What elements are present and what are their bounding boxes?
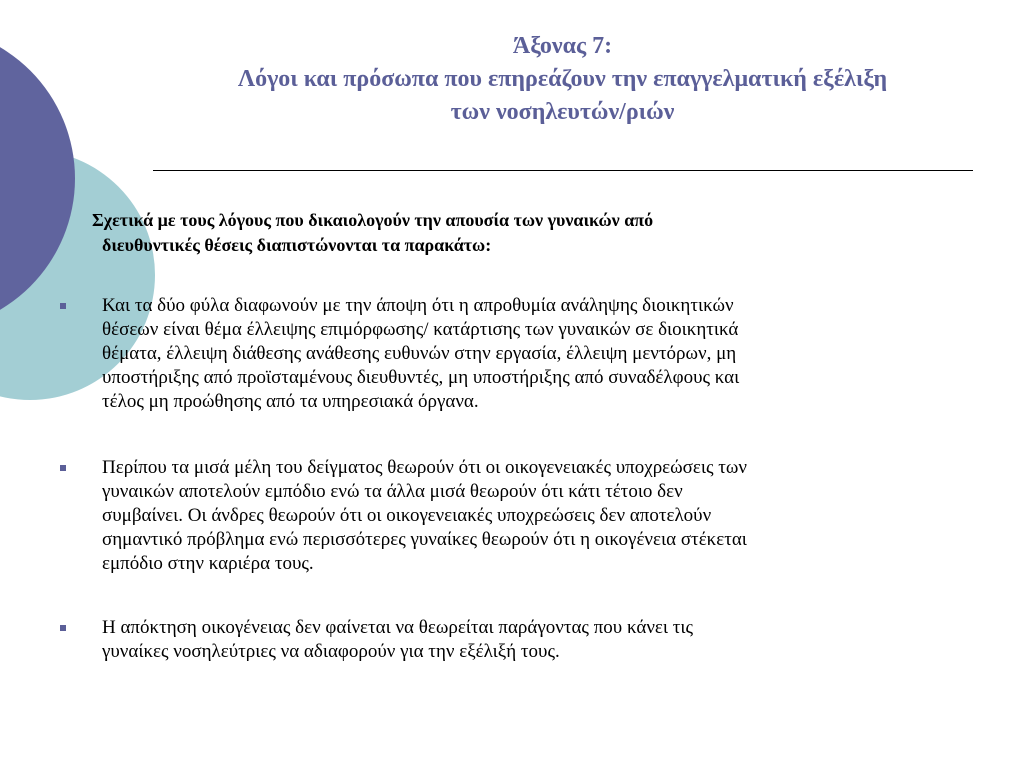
title-line-2: Λόγοι και πρόσωπα που επηρεάζουν την επαγγελματική εξέλιξη — [237, 66, 888, 92]
square-bullet-icon — [60, 303, 66, 309]
title-divider — [153, 170, 973, 171]
bullet-2-line: σημαντικό πρόβλημα ενώ περισσότερες γυναίκες θεωρούν ότι η οικογένεια στέκεται — [102, 529, 747, 550]
bullet-text-2 — [102, 456, 747, 576]
bullet-text-1 — [102, 294, 739, 414]
bullet-3-line: γυναίκες νοσηλεύτριες να αδιαφορούν για την εξέλιξή τους. — [102, 641, 560, 662]
intro-line-2: διευθυντικές θέσεις διαπιστώνονται τα παρακάτω: — [102, 235, 492, 255]
bullet-1-line: τέλος μη προώθησης από τα υπηρεσιακά όργανα. — [102, 391, 479, 412]
slide-title — [150, 30, 975, 129]
bullet-2-line: εμπόδιο στην καριέρα τους. — [102, 553, 314, 574]
title-line-3: των νοσηλευτών/ριών — [450, 99, 675, 125]
bullet-2-line: Περίπου τα μισά μέλη του δείγματος θεωρούν ότι οι οικογενειακές υποχρεώσεις των — [102, 457, 747, 478]
intro-line-1: Σχετικά με τους λόγους που δικαιολογούν την απουσία των γυναικών από — [92, 210, 654, 230]
bullet-2-line: συμβαίνει. Οι άνδρες θεωρούν ότι οι οικογενειακές υποχρεώσεις δεν αποτελούν — [102, 505, 712, 526]
square-bullet-icon — [60, 625, 66, 631]
bullet-3-line: Η απόκτηση οικογένειας δεν φαίνεται να θεωρείται παράγοντας που κάνει τις — [102, 617, 694, 638]
bullet-2-line: γυναικών αποτελούν εμπόδιο ενώ τα άλλα μισά θεωρούν ότι κάτι τέτοιο δεν — [102, 481, 683, 502]
bullet-1-line: θέσεων είναι θέμα έλλειψης επιμόρφωσης/ κατάρτισης των γυναικών σε διοικητικά — [102, 319, 739, 340]
square-bullet-icon — [60, 465, 66, 471]
bullet-1-line: θέματα, έλλειψη διάθεσης ανάθεσης ευθυνών στην εργασία, έλλειψη μεντόρων, μη — [102, 343, 737, 364]
bullet-1-line: υποστήριξης από προϊσταμένους διευθυντές, μη υποστήριξης από συναδέλφους και — [102, 367, 740, 388]
bullet-text-3 — [102, 616, 693, 664]
intro-paragraph — [86, 208, 946, 258]
bullet-1-line: Και τα δύο φύλα διαφωνούν με την άποψη ότι η απροθυμία ανάληψης διοικητικών — [102, 295, 734, 316]
title-line-1: Άξονας 7: — [512, 33, 613, 59]
